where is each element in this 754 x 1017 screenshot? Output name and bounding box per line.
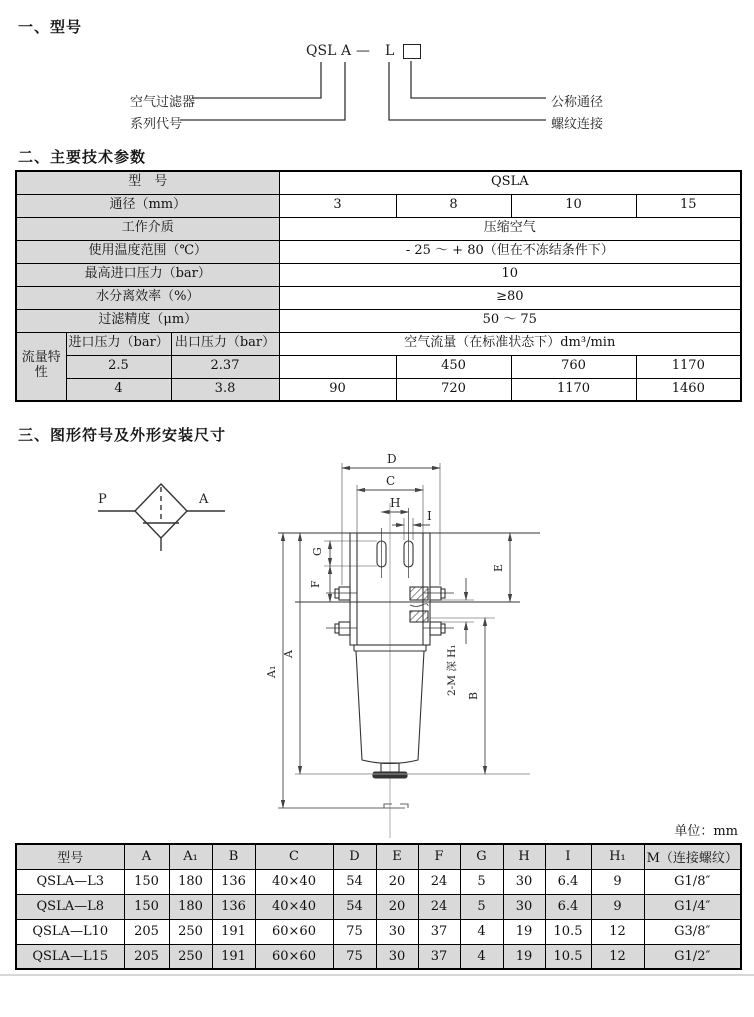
flow2-inlet: 4 [66,378,171,401]
cell: 4 [460,944,503,969]
dims-h-c: C [255,844,333,869]
flow2-v3: 90 [279,378,396,401]
cell: 24 [418,869,460,894]
spec-outlet-label: 出口压力（bar） [171,332,279,355]
cell: 54 [333,894,376,919]
cell: 6.4 [545,894,591,919]
spec-label-max-pressure: 最高进口压力（bar） [16,263,279,286]
spec-value-filtration: 50 ～ 75 [279,309,741,332]
cell: 180 [169,869,212,894]
cell: G1/4″ [644,894,741,919]
cell: 250 [169,944,212,969]
flow1-v8: 450 [396,355,511,378]
label-nominal-bore: 公称通径 [551,95,604,110]
cell: 136 [212,894,255,919]
cell: 5 [460,894,503,919]
dims-h-a1: A₁ [169,844,212,869]
label-thread-connection: 螺纹连接 [551,117,604,132]
flow2-v15: 1460 [636,378,741,401]
flow2-v10: 1170 [511,378,636,401]
dim-label-a1: A₁ [265,665,278,678]
dims-row-l8 [16,894,741,919]
cell: 12 [591,944,644,969]
dims-row-l10 [16,919,741,944]
symbol-port-p: P [98,492,107,507]
spec-inlet-label: 进口压力（bar） [66,332,171,355]
spec-bore-15: 15 [636,194,741,217]
label-air-filter: 空气过滤器 [130,95,196,110]
cell: 20 [376,869,418,894]
unit-note: 单位：mm [674,824,738,839]
spec-label-medium: 工作介质 [16,217,279,240]
cell: 30 [376,944,418,969]
cell: 54 [333,869,376,894]
cell: 75 [333,944,376,969]
dim-label-g: G [311,547,324,556]
cell: 30 [376,919,418,944]
spec-value-medium: 压缩空气 [279,217,741,240]
cell: G1/2″ [644,944,741,969]
cell: 37 [418,944,460,969]
cell: 9 [591,869,644,894]
model-code-blank-box [403,44,421,59]
flow1-v10: 760 [511,355,636,378]
symbol-port-a: A [199,492,209,507]
cell: 40×40 [255,894,333,919]
spec-value-separation: ≥80 [279,286,741,309]
dims-h-a: A [124,844,169,869]
cell: G1/8″ [644,869,741,894]
dim-label-e: E [492,563,505,572]
dim-label-b: B [467,691,480,700]
page-separator-line [0,974,754,976]
cell: 19 [503,944,545,969]
cell: 150 [124,894,169,919]
model-diagram-connector-lines [0,40,754,145]
model-code-diagram [0,40,754,145]
dim-label-c: C [386,474,396,488]
spec-label-filtration: 过滤精度（μm） [16,309,279,332]
cell: QSLA—L8 [16,894,124,919]
spec-label-temp: 使用温度范围（℃） [16,240,279,263]
model-code-a: A [341,43,352,59]
spec-row-model [16,171,741,194]
dims-row-l15 [16,944,741,969]
spec-value-max-pressure: 10 [279,263,741,286]
spec-row-temp [16,240,741,263]
dim-label-h: H [390,496,401,510]
dims-h-h: H [503,844,545,869]
dims-h-g: G [460,844,503,869]
cell: 191 [212,944,255,969]
spec-table [15,170,742,402]
spec-label-separation: 水分离效率（%） [16,286,279,309]
cell: 60×60 [255,944,333,969]
dims-h-model: 型号 [16,844,124,869]
spec-value-model: QSLA [279,171,741,194]
cell: 40×40 [255,869,333,894]
label-series-code: 系列代号 [130,117,183,132]
cell: 12 [591,919,644,944]
cell: 4 [460,919,503,944]
section-1-heading: 一、型号 [18,18,83,36]
thread-depth-note: 2-M 深 H₁ [446,644,458,696]
model-code-dash: — [356,43,370,59]
cell: 250 [169,919,212,944]
cell: 30 [503,869,545,894]
cell: 6.4 [545,869,591,894]
spec-row-medium [16,217,741,240]
cell: 20 [376,894,418,919]
cell: 9 [591,894,644,919]
dims-h-i: I [545,844,591,869]
dims-h-h1: H₁ [591,844,644,869]
cell: 205 [124,919,169,944]
spec-value-temp: - 25 ～ + 80（但在不冻结条件下） [279,240,741,263]
cell: 30 [503,894,545,919]
cell: 60×60 [255,919,333,944]
spec-bore-10: 10 [511,194,636,217]
section-2-heading: 二、主要技术参数 [18,148,147,166]
spec-flow-row-1 [16,355,741,378]
dim-label-a: A [282,650,295,658]
spec-row-flow-header [16,332,741,355]
cell: 191 [212,919,255,944]
spec-row-separation [16,286,741,309]
model-code-series: QSL [306,43,337,59]
dims-h-d: D [333,844,376,869]
cell: 150 [124,869,169,894]
cell: QSLA—L15 [16,944,124,969]
spec-flow-row-2 [16,378,741,401]
flow2-v8: 720 [396,378,511,401]
section-3-heading: 三、图形符号及外形安装尺寸 [18,426,227,444]
cell: QSLA—L3 [16,869,124,894]
cell: 5 [460,869,503,894]
spec-flow-group-label: 流量特性 [16,332,66,401]
cell: QSLA—L10 [16,919,124,944]
dims-header-row [16,844,741,869]
spec-row-bore [16,194,741,217]
cell: 10.5 [545,944,591,969]
cell: G3/8″ [644,919,741,944]
dims-h-f: F [418,844,460,869]
cell: 10.5 [545,919,591,944]
spec-label-model: 型 号 [16,171,279,194]
spec-label-bore: 通径（mm） [16,194,279,217]
dim-label-f: F [309,580,322,588]
dims-row-l3 [16,869,741,894]
spec-row-filtration [16,309,741,332]
spec-flow-header: 空气流量（在标准状态下）dm³/min [279,332,741,355]
spec-bore-8: 8 [396,194,511,217]
model-code-l: L [385,43,395,59]
dims-h-e: E [376,844,418,869]
dimension-drawing [80,448,570,840]
cell: 37 [418,919,460,944]
cell: 205 [124,944,169,969]
dim-label-i: I [427,509,432,523]
cell: 75 [333,919,376,944]
cell: 19 [503,919,545,944]
cell: 24 [418,894,460,919]
spec-bore-3: 3 [279,194,396,217]
cell: 136 [212,869,255,894]
flow2-outlet: 3.8 [171,378,279,401]
dimension-lines [283,463,510,808]
flow1-inlet: 2.5 [66,355,171,378]
dim-label-d: D [387,452,397,466]
dimensions-table [15,843,742,970]
dims-h-b: B [212,844,255,869]
flow1-v3 [279,355,396,378]
flow1-v15: 1170 [636,355,741,378]
spec-row-max-pressure [16,263,741,286]
cell: 180 [169,894,212,919]
flow1-outlet: 2.37 [171,355,279,378]
dims-h-m: M（连接螺纹） [644,844,741,869]
